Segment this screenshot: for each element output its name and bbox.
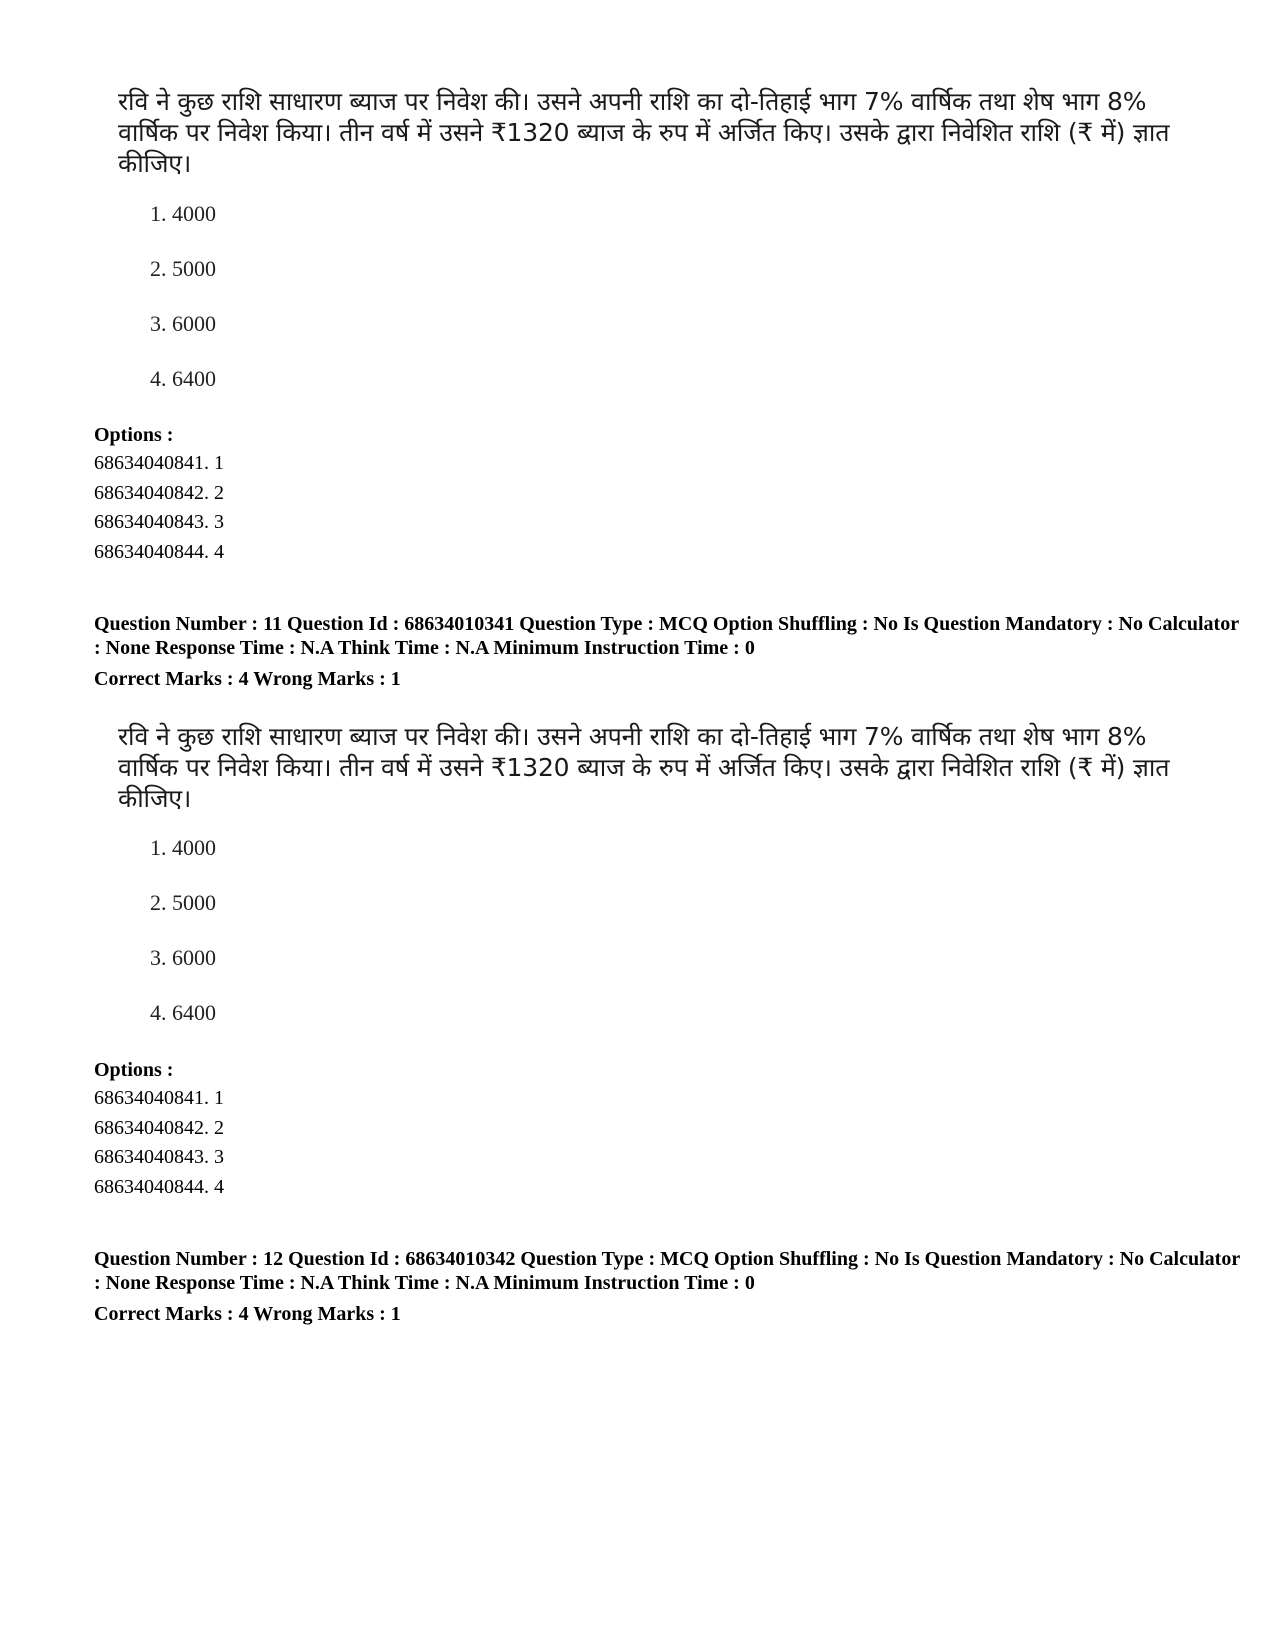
question-text-image xyxy=(118,86,1178,179)
option-id: 68634040841. 1 xyxy=(94,1087,224,1109)
marks-line: Correct Marks : 4 Wrong Marks : 1 xyxy=(94,668,401,690)
option-id: 68634040841. 1 xyxy=(94,452,224,474)
options-heading: Options : xyxy=(94,1059,174,1081)
option-id: 68634040843. 3 xyxy=(94,1146,224,1168)
question-text: रवि ने कुछ राशि साधारण ब्याज पर निवेश की। उसने अपनी राशि का दो-तिहाई भाग 7% वार्षिक तथा शेष भाग 8% वार्षिक पर निवेश किया। तीन वर्ष में उसने ₹1320 ब्याज के रुप में अर्जित किए। उसके द्वारा निवेशित राशि (₹ में) ज्ञात कीजिए। xyxy=(118,722,1170,813)
answer-choices xyxy=(150,836,216,1056)
question-meta: Question Number : 11 Question Id : 68634010341 Question Type : MCQ Option Shuffling : No Is Question Mandatory : No Calculator : None Response Time : N.A Think Time : N.A Minimum Instruction Time : 0 xyxy=(94,613,1239,659)
option-id: 68634040842. 2 xyxy=(94,481,224,504)
option-id-list xyxy=(94,451,224,569)
option-id: 68634040844. 4 xyxy=(94,1175,224,1198)
marks-line: Correct Marks : 4 Wrong Marks : 1 xyxy=(94,1303,401,1325)
option-id: 68634040844. 4 xyxy=(94,540,224,563)
answer-choice: 2. 5000 xyxy=(150,890,216,915)
question-meta: Question Number : 12 Question Id : 68634010342 Question Type : MCQ Option Shuffling : No Is Question Mandatory : No Calculator : None Response Time : N.A Think Time : N.A Minimum Instruction Time : 0 xyxy=(94,1248,1240,1294)
answer-choice: 4. 6400 xyxy=(150,366,216,391)
option-id: 68634040843. 3 xyxy=(94,511,224,533)
answer-choice: 3. 6000 xyxy=(150,945,216,970)
question-text: रवि ने कुछ राशि साधारण ब्याज पर निवेश की। उसने अपनी राशि का दो-तिहाई भाग 7% वार्षिक तथा शेष भाग 8% वार्षिक पर निवेश किया। तीन वर्ष में उसने ₹1320 ब्याज के रुप में अर्जित किए। उसके द्वारा निवेशित राशि (₹ में) ज्ञात कीजिए। xyxy=(118,87,1170,178)
options-heading: Options : xyxy=(94,424,174,446)
option-id: 68634040842. 2 xyxy=(94,1116,224,1139)
question-text-image xyxy=(118,721,1178,814)
answer-choice: 4. 6400 xyxy=(150,1000,216,1025)
answer-choice: 3. 6000 xyxy=(150,311,216,336)
answer-choice: 1. 4000 xyxy=(150,201,216,226)
answer-choice: 2. 5000 xyxy=(150,256,216,281)
answer-choices xyxy=(150,202,216,422)
answer-choice: 1. 4000 xyxy=(150,835,216,860)
option-id-list xyxy=(94,1086,224,1204)
